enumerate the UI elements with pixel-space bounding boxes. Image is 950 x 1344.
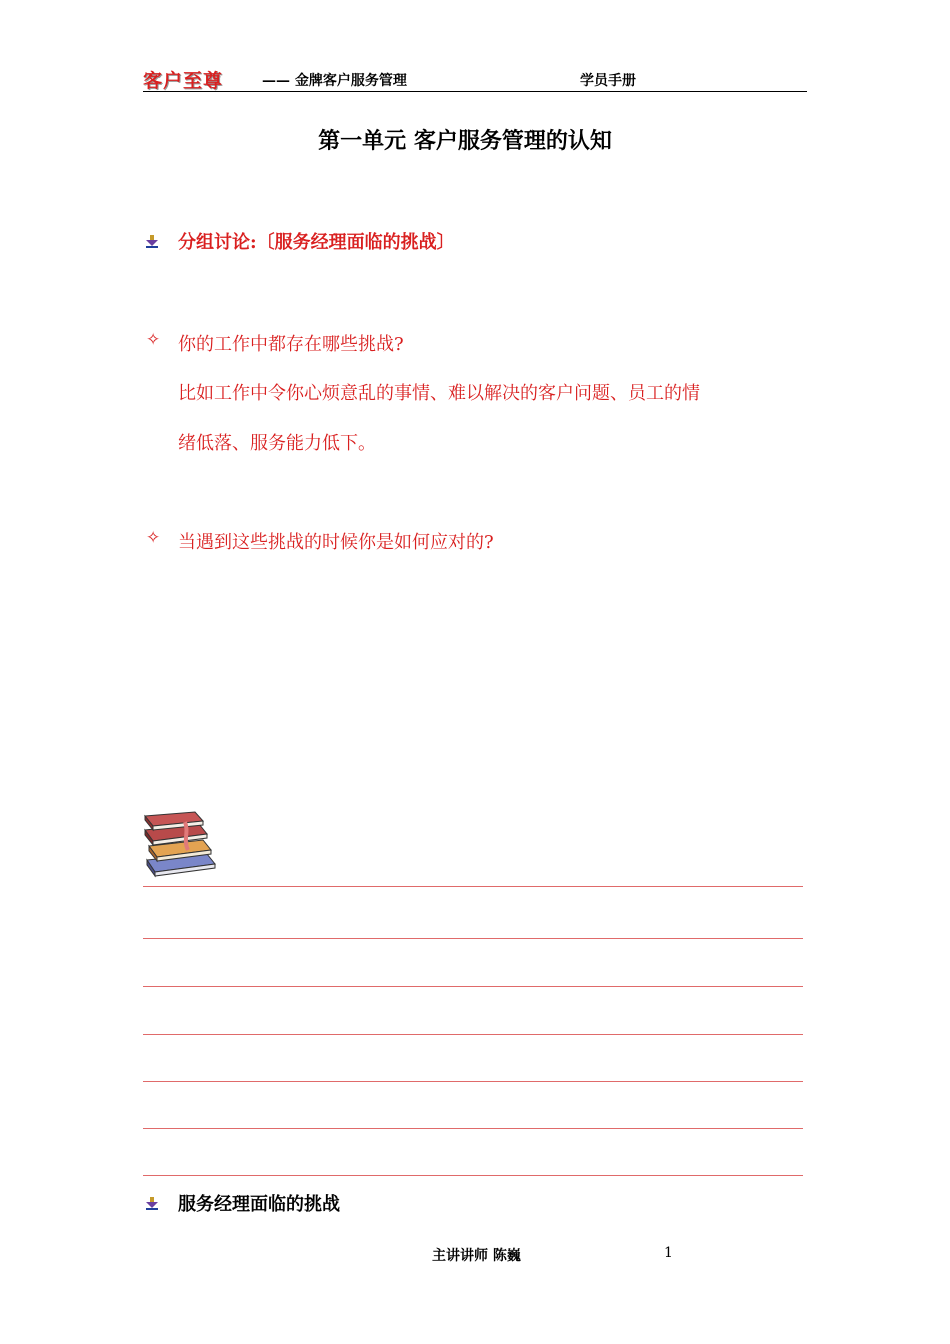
- header-brand: 客户至尊: [143, 70, 224, 92]
- writing-line: [143, 1081, 803, 1082]
- writing-line: [143, 886, 803, 887]
- footer-lecturer: 主讲讲师 陈巍: [432, 1248, 521, 1264]
- diamond-star-icon: ✧: [146, 528, 161, 548]
- writing-line: [143, 1034, 803, 1035]
- header-manual-label: 学员手册: [580, 73, 636, 89]
- bullet-arrow-icon: [145, 234, 159, 248]
- question-1-detail-line-2: 绪低落、服务能力低下。: [178, 433, 376, 454]
- question-2: 当遇到这些挑战的时候你是如何应对的?: [178, 532, 494, 553]
- page-title: 第一单元 客户服务管理的认知: [318, 128, 612, 154]
- section-heading-prefix: 分组讨论:: [178, 232, 257, 253]
- header-subtitle: —— 金牌客户服务管理: [262, 73, 407, 89]
- question-1-detail-line-1: 比如工作中令你心烦意乱的事情、难以解决的客户问题、员工的情: [178, 383, 700, 404]
- writing-line: [143, 1175, 803, 1176]
- page-number: 1: [664, 1245, 673, 1261]
- writing-line: [143, 938, 803, 939]
- header-divider: [143, 91, 807, 92]
- diamond-star-icon: ✧: [146, 330, 161, 350]
- section-heading-challenges: 服务经理面临的挑战: [178, 1194, 340, 1215]
- writing-line: [143, 986, 803, 987]
- bullet-arrow-icon: [145, 1196, 159, 1210]
- writing-line: [143, 1128, 803, 1129]
- section-heading-discussion: [178, 228, 455, 254]
- books-stack-icon: [141, 810, 221, 880]
- question-1: 你的工作中都存在哪些挑战?: [178, 334, 404, 355]
- section-heading-topic: 〔服务经理面临的挑战〕: [256, 232, 455, 253]
